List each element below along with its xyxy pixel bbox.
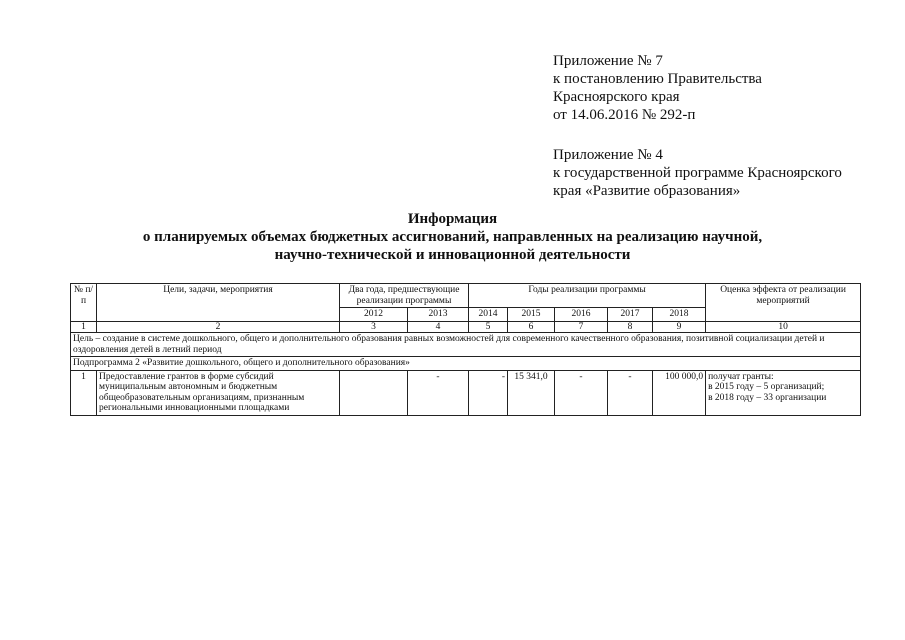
appendix-2-line-2: к государственной программе Красноярского [553,165,842,181]
appendix-2-line-1: Приложение № 4 [553,147,663,163]
column-number: 7 [555,321,608,333]
row-value-2016: - [555,370,608,415]
column-number: 3 [340,321,408,333]
row-effect-line-3: в 2018 году – 33 организации [708,392,827,403]
header-row-1 [71,284,861,308]
column-number: 2 [97,321,340,333]
header-year-2015: 2015 [508,308,555,322]
header-year-2014: 2014 [469,308,508,322]
appendix-block-1 [553,52,762,124]
appendix-1-line-4: от 14.06.2016 № 292-п [553,107,696,123]
appendix-1-line-2: к постановлению Правительства [553,71,762,87]
column-number: 8 [608,321,653,333]
subprogram-row [71,357,861,371]
column-number: 6 [508,321,555,333]
appendix-2-line-3: края «Развитие образования» [553,183,741,199]
row-num: 1 [71,370,97,415]
header-year-2018: 2018 [653,308,706,322]
header-effect: Оценка эффекта от реализации мероприятий [706,284,861,322]
row-effect-line-1: получат гранты: [708,371,774,382]
column-number: 4 [408,321,469,333]
row-value-2014: - [469,370,508,415]
heading-line-2: о планируемых объемах бюджетных ассигнований, направленных на реализацию научной, [142,229,763,245]
heading-line-3: научно-технической и инновационной деятельности [274,247,631,263]
header-year-2016: 2016 [555,308,608,322]
column-number: 5 [469,321,508,333]
goal-row [71,333,861,357]
row-effect-line-2: в 2015 году – 5 организаций; [708,382,825,392]
document-heading [0,210,905,264]
row-name: Предоставление грантов в форме субсидий муниципальным автономным и бюджетным общеобразовательным организациям, признанным региональными инновационными площадками [97,370,340,415]
subprogram-text: Подпрограмма 2 «Развитие дошкольного, общего и дополнительного образования» [71,357,861,371]
goal-text: Цель – создание в системе дошкольного, общего и дополнительного образования равных возможностей для современного качественного образования, позитивной социализации детей и оздоровления детей в летний период [71,333,861,357]
row-value-2017: - [608,370,653,415]
header-prior-years: Два года, предшествующие реализации программы [340,284,469,308]
column-number-row [71,321,861,333]
appendix-1-line-1: Приложение № 7 [553,53,663,69]
header-goals: Цели, задачи, мероприятия [97,284,340,322]
row-value-2013: - [408,370,469,415]
column-number: 9 [653,321,706,333]
column-number: 10 [706,321,861,333]
appendix-1-line-3: Красноярского края [553,89,680,105]
header-year-2017: 2017 [608,308,653,322]
header-year-2013: 2013 [408,308,469,322]
column-number: 1 [71,321,97,333]
appropriations-table [70,283,861,416]
header-program-years: Годы реализации программы [469,284,706,308]
row-value-2012 [340,370,408,415]
header-year-2012: 2012 [340,308,408,322]
appendix-block-2 [553,146,842,200]
table-row [71,370,861,415]
heading-line-1: Информация [407,211,498,227]
row-value-2018: 100 000,0 [653,370,706,415]
row-value-2015: 15 341,0 [508,370,555,415]
header-num: № п/п [71,284,97,322]
row-effect [706,370,861,415]
